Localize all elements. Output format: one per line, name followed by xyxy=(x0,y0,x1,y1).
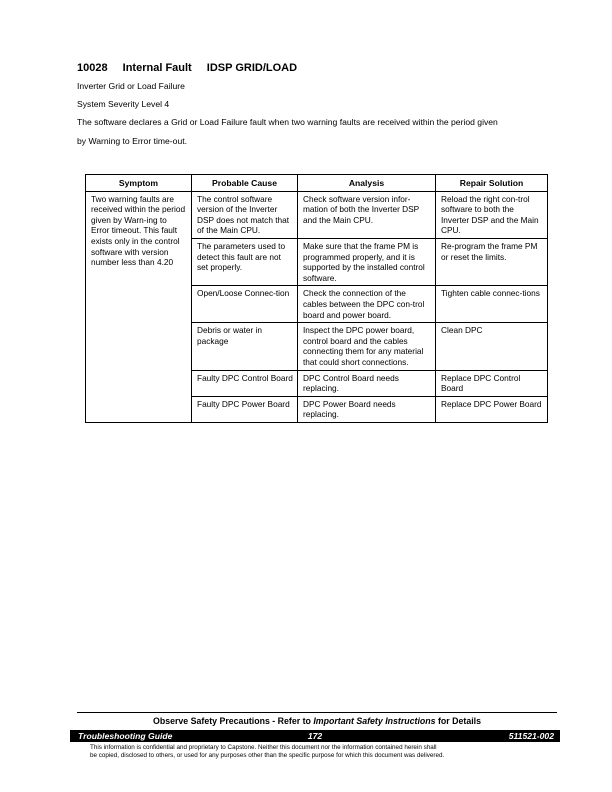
cause-cell: Open/Loose Connec-tion xyxy=(192,286,298,323)
description-line-2: by Warning to Error time-out. xyxy=(77,136,188,146)
solution-cell: Reload the right con-trol software to both the Inverter DSP and the Main CPU. xyxy=(436,191,548,238)
safety-notice xyxy=(77,712,557,726)
cause-cell: The control software version of the Inverter DSP does not match that of the Main CPU. xyxy=(192,191,298,238)
solution-cell: Clean DPC xyxy=(436,323,548,370)
confidentiality-notice xyxy=(90,744,550,760)
fault-title: Internal Fault xyxy=(122,62,192,74)
analysis-cell: DPC Power Board needs replacing. xyxy=(298,396,436,422)
troubleshooting-table xyxy=(85,174,548,423)
cause-cell: The parameters used to detect this fault are not set properly. xyxy=(192,238,298,285)
description-line-1: The software declares a Grid or Load Failure fault when two warning faults are received within the period given xyxy=(77,117,498,127)
safety-link-text: Important Safety Instructions xyxy=(313,716,436,726)
analysis-cell: DPC Control Board needs replacing. xyxy=(298,370,436,396)
solution-cell: Re-program the frame PM or reset the limits. xyxy=(436,238,548,285)
severity-level: System Severity Level 4 xyxy=(77,99,170,109)
analysis-cell: Check software version infor-mation of both the Inverter DSP and the Main CPU. xyxy=(298,191,436,238)
solution-cell: Replace DPC Power Board xyxy=(436,396,548,422)
header-analysis: Analysis xyxy=(298,175,436,192)
document-number: 511521-002 xyxy=(508,731,554,741)
header-symptom: Symptom xyxy=(86,175,192,192)
safety-prefix: Observe Safety Precautions - Refer to xyxy=(152,716,314,726)
cause-cell: Debris or water in package xyxy=(192,323,298,370)
safety-suffix: for Details xyxy=(435,716,482,726)
cause-cell: Faulty DPC Power Board xyxy=(192,396,298,422)
section-heading xyxy=(77,62,309,74)
analysis-cell: Check the connection of the cables between the DPC con-trol board and power board. xyxy=(298,286,436,323)
confidentiality-line-2: be copied, disclosed to others, or used for any purposes other than the specific purpose for which this document was delivered. xyxy=(90,752,445,759)
header-repair-solution: Repair Solution xyxy=(436,175,548,192)
table-header-row xyxy=(86,175,548,192)
confidentiality-line-1: This information is confidential and proprietary to Capstone. Neither this document nor the information contained herein shall xyxy=(90,744,437,751)
header-probable-cause: Probable Cause xyxy=(192,175,298,192)
cause-cell: Faulty DPC Control Board xyxy=(192,370,298,396)
analysis-cell: Inspect the DPC power board, control board and the cables connecting them for any material that could short connections. xyxy=(298,323,436,370)
fault-code: 10028 xyxy=(77,62,108,74)
table-row xyxy=(86,191,548,238)
page-number: 172 xyxy=(307,731,323,741)
guide-title: Troubleshooting Guide xyxy=(78,731,173,741)
solution-cell: Tighten cable connec-tions xyxy=(436,286,548,323)
solution-cell: Replace DPC Control Board xyxy=(436,370,548,396)
fault-subtitle: Inverter Grid or Load Failure xyxy=(77,81,185,91)
analysis-cell: Make sure that the frame PM is programmed properly, and it is supported by the installed control software. xyxy=(298,238,436,285)
fault-module: IDSP GRID/LOAD xyxy=(206,62,298,74)
symptom-cell: Two warning faults are received within the period given by Warn-ing to Error timeout. This fault exists only in the control software with version number less than 4.20 xyxy=(86,191,192,422)
footer-bar xyxy=(70,730,560,742)
